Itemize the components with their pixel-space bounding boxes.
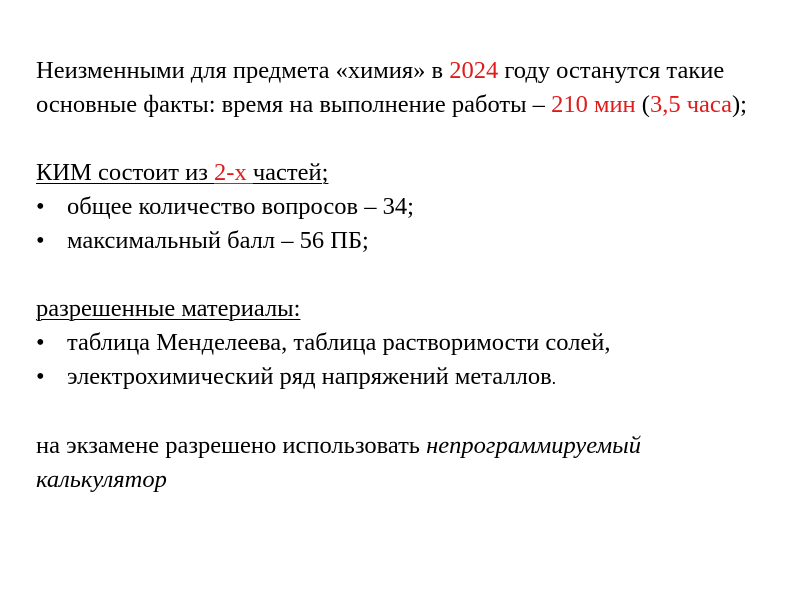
max-score: максимальный балл – 56 ПБ; (67, 227, 369, 254)
materials-heading (36, 292, 770, 326)
intro-text-3: ( (635, 91, 650, 118)
intro-text-1: Неизменными для предмета «химия» в (36, 57, 450, 84)
material-tables: таблица Менделеева, таблица растворимости солей, (67, 329, 611, 356)
exam-year: 2024 (449, 57, 499, 84)
intro-paragraph (36, 54, 770, 122)
kim-heading-start: КИМ состоит из (36, 159, 215, 186)
exam-duration-hours: 3,5 часа (649, 91, 732, 118)
materials-list (36, 326, 770, 395)
questions-count: общее количество вопросов – 34; (67, 193, 414, 220)
bullet-icon: • (36, 363, 45, 390)
bullet-icon: • (36, 227, 45, 254)
calculator-type: непрограммируемый калькулятор (36, 432, 642, 493)
calculator-text: на экзамене разрешено использовать (36, 432, 427, 459)
kim-list (36, 190, 770, 258)
intro-text-4: ); (731, 91, 747, 118)
intro-text-2: году останутся такие основные факты: время на выполнение работы – (36, 57, 725, 118)
list-item (36, 224, 770, 258)
material-series-end: . (551, 368, 557, 388)
list-item (36, 190, 770, 224)
spacer (36, 122, 770, 156)
list-item (36, 360, 770, 395)
kim-parts-count: 2-х (214, 159, 253, 186)
spacer (36, 258, 770, 292)
calculator-paragraph (36, 429, 770, 497)
exam-duration-minutes: 210 мин (551, 91, 636, 118)
kim-heading-end: частей; (252, 159, 329, 186)
materials-heading-text: разрешенные материалы: (36, 295, 301, 322)
spacer (36, 395, 770, 429)
material-series: электрохимический ряд напряжений металлов (67, 363, 552, 390)
list-item (36, 326, 770, 360)
kim-heading (36, 156, 770, 190)
bullet-icon: • (36, 193, 45, 220)
bullet-icon: • (36, 329, 45, 356)
